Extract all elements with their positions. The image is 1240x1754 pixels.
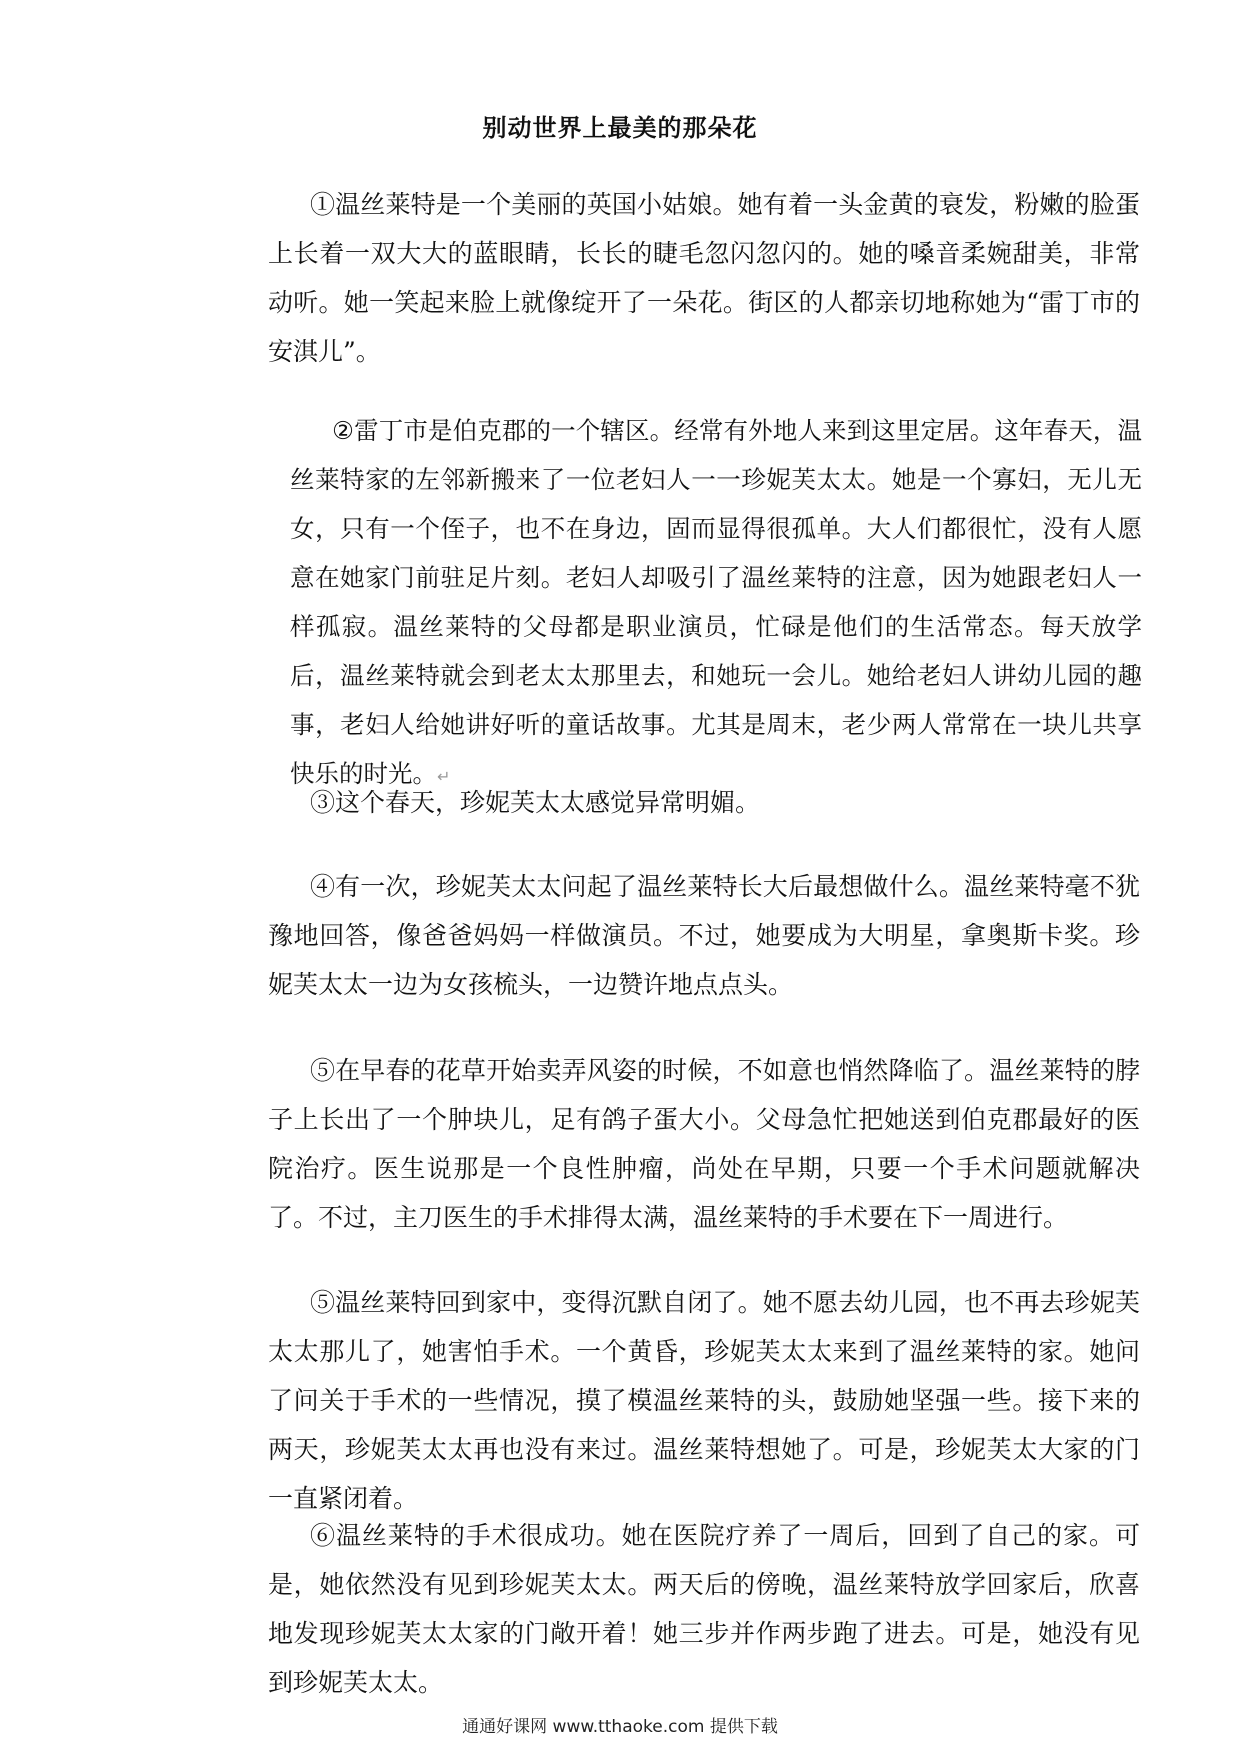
paragraph-2 — [290, 406, 1142, 801]
paragraph-4: ④有一次，珍妮芙太太问起了温丝莱特长大后最想做什么。温丝莱特毫不犹豫地回答，像爸爸妈妈一样做演员。不过，她要成为大明星，拿奥斯卡奖。珍妮芙太太一边为女孩梳头，一边赞许地点点头。 — [268, 872, 1140, 999]
paragraph-2-text: ②雷丁市是伯克郡的一个辖区。经常有外地人来到这里定居。这年春天，温丝莱特家的左邻新搬来了一位老妇人一一珍妮芙太太。她是一个寡妇，无儿无女，只有一个侄子，也不在身边，固而显得很孤单。大人们都很忙，没有人愿意在她家门前驻足片刻。老妇人却吸引了温丝莱特的注意，因为她跟老妇人一样孤寂。温丝莱特的父母都是职业演员，忙碌是他们的生活常态。每天放学后，温丝莱特就会到老太太那里去，和她玩一会儿。她给老妇人讲幼儿园的趣事，老妇人给她讲好听的童话故事。尤其是周末，老少两人常常在一块儿共享快乐的时光。 — [290, 416, 1142, 788]
paragraph-7: ⑥温丝莱特的手术很成功。她在医院疗养了一周后，回到了自己的家。可是，她依然没有见到珍妮芙太太。两天后的傍晚，温丝莱特放学回家后，欣喜地发现珍妮芙太太家的门敞开着！她三步并作两步跑了进去。可是，她没有见到珍妮芙太太。 — [268, 1521, 1140, 1697]
paragraph-3: ③这个春天，珍妮芙太太感觉异常明媚。 — [310, 788, 761, 817]
paragraph-6: ⑤温丝莱特回到家中，变得沉默自闭了。她不愿去幼儿园，也不再去珍妮芙太太那儿了，她害怕手术。一个黄昏，珍妮芙太太来到了温丝莱特的家。她问了问关于手术的一些情况，摸了模温丝莱特的头，鼓励她坚强一些。接下来的两天，珍妮芙太太再也没有来过。温丝莱特想她了。可是，珍妮芙太大家的门一直紧闭着。 — [268, 1288, 1140, 1513]
return-mark-icon: ↵ — [437, 767, 451, 786]
paragraph-1: ①温丝莱特是一个美丽的英国小姑娘。她有着一头金黄的衰发，粉嫩的脸蛋上长着一双大大的蓝眼睛，长长的睫毛忽闪忽闪的。她的嗓音柔婉甜美，非常动听。她一笑起来脸上就像绽开了一朵花。街区的人都亲切地称她为“雷丁市的安淇儿”。 — [268, 190, 1140, 366]
paragraph-5: ⑤在早春的花草开始卖弄风姿的时候，不如意也悄然降临了。温丝莱特的脖子上长出了一个肿块儿，足有鸽子蛋大小。父母急忙把她送到伯克郡最好的医院治疗。医生说那是一个良性肿瘤，尚处在早期，只要一个手术问题就解决了。不过，主刀医生的手术排得太满，温丝莱特的手术要在下一周进行。 — [268, 1056, 1140, 1232]
page-title: 别动世界上最美的那朵花 — [482, 114, 758, 142]
page-footer: 通通好课网 www.tthaoke.com 提供下载 — [462, 1717, 778, 1737]
